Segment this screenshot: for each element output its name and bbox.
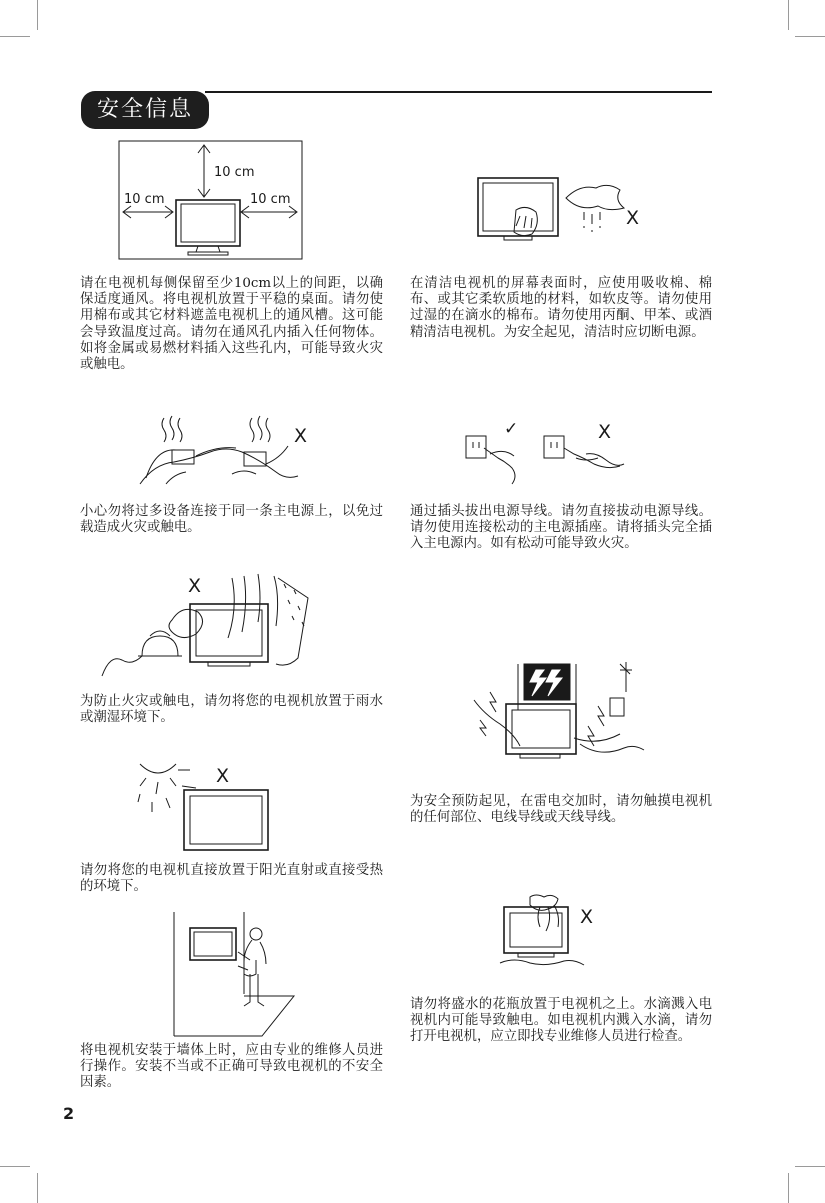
paragraph-sunlight: 请勿将您的电视机直接放置于阳光直射或直接受热的环境下。 xyxy=(80,863,383,895)
header-rule xyxy=(205,91,712,93)
moisture-x-mark: X xyxy=(188,575,202,597)
paragraph-wall-mount: 将电视机安装于墙体上时，应由专业的维修人员进行操作。安装不当或不正确可导致电视机的不安全因素。 xyxy=(80,1043,383,1091)
sunlight-illustration xyxy=(136,758,272,854)
cleaning-illustration xyxy=(474,172,644,250)
paragraph-cleaning: 在清洁电视机的屏幕表面时，应使用吸收棉、棉布、或其它柔软质地的材料，如软皮等。请勿使用过湿的在滴水的棉布。请勿使用丙酮、甲苯、或酒精清洁电视机。为安全起见，清洁时应切断电源。 xyxy=(410,276,712,340)
sunlight-x-mark: X xyxy=(216,765,230,787)
wall-mount-illustration xyxy=(170,910,294,1038)
page-number: 2 xyxy=(63,1104,75,1123)
clearance-illustration xyxy=(118,140,303,260)
crop-mark xyxy=(788,1173,789,1203)
overload-x-mark: X xyxy=(294,425,308,447)
paragraph-moisture: 为防止火灾或触电，请勿将您的电视机放置于雨水或潮湿环境下。 xyxy=(80,694,383,726)
moisture-illustration xyxy=(98,570,330,682)
paragraph-overload: 小心勿将过多设备连接于同一条主电源上，以免过载造成火灾或触电。 xyxy=(80,504,383,536)
overload-illustration xyxy=(136,414,316,494)
crop-mark xyxy=(795,36,825,37)
crop-mark xyxy=(0,36,30,37)
plug-illustration xyxy=(460,418,630,493)
paragraph-vase: 请勿将盛水的花瓶放置于电视机之上。水滴溅入电视机内可能导致触电。如电视机内溅入水滴，请勿打开电视机，应立即找专业维修人员进行检查。 xyxy=(410,997,712,1045)
crop-mark xyxy=(795,1166,825,1167)
section-title: 安全信息 xyxy=(81,91,209,129)
cleaning-x-mark: X xyxy=(626,207,640,229)
crop-mark xyxy=(0,1166,30,1167)
clearance-label-right: 10 cm xyxy=(250,192,291,207)
crop-mark xyxy=(788,0,789,30)
paragraph-lightning: 为安全预防起见，在雷电交加时，请勿触摸电视机的任何部位、电线导线或天线导线。 xyxy=(410,794,712,826)
lightning-illustration xyxy=(470,660,645,768)
paragraph-plug: 通过插头拔出电源导线。请勿直接拔动电源导线。请勿使用连接松动的主电源插座。请将插头完全插入主电源内。如有松动可能导致火灾。 xyxy=(410,504,712,552)
vase-illustration xyxy=(500,893,604,969)
vase-x-mark: X xyxy=(580,906,594,928)
paragraph-clearance: 请在电视机每侧保留至少10cm以上的间距，以确保适度通风。将电视机放置于平稳的桌面。请勿使用棉布或其它材料遮盖电视机上的通风槽。这可能会导致温度过高。请勿在通风孔内插入任何物体。如将金属或易燃材料插入这些孔内，可能导致火灾或触电。 xyxy=(80,276,383,373)
clearance-label-left: 10 cm xyxy=(124,192,165,207)
clearance-label-top: 10 cm xyxy=(214,165,255,180)
plug-check-mark: ✓ xyxy=(504,419,519,439)
crop-mark xyxy=(37,1173,38,1203)
crop-mark xyxy=(37,0,38,30)
plug-x-mark: X xyxy=(598,421,612,443)
